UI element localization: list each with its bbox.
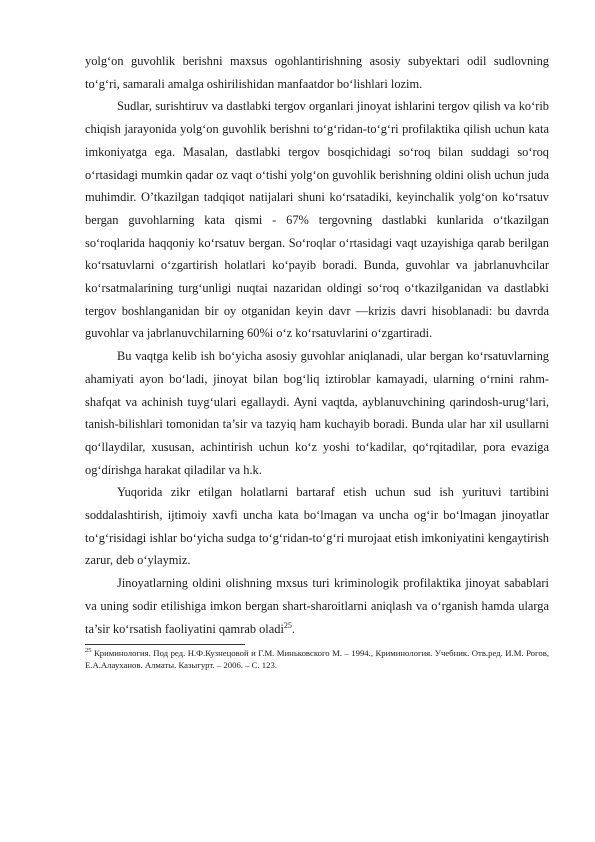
paragraph-continuation: yolg‘on guvohlik berishni maxsus ogohlantirishning asosiy subyektari odil sudlovning to‘g‘ri, samarali amalga oshirilishidan manfaatdor bo‘lishlari lozim. [85,54,549,91]
footnote-text: Криминология. Под ред. Н.Ф.Кузнецовой и Г.М. Миньковского М. – 1994., Криминология. Учебник. Отв.ред. И.М. Рогов, Е.А.Алауханов. Алматы. Казыгурт. – 2006. – С. 123. [85,648,549,670]
paragraph-yuqorida: Yuqorida zikr etilgan holatlarni bartaraf etish uchun sud ish yurituvi tartibini soddalashtirish, ijtimoiy xavfi uncha kata bo‘lmagan va uncha og‘ir bo‘lmagan jinoyatlar to‘g‘risidagi ishlar bo‘yicha sudga to‘g‘ridan-to‘g‘ri murojaat etish imkoniyatini kengaytirish zarur, deb o‘ylaymiz. [85,485,549,568]
footnote [85,648,549,671]
paragraph-jinoyatlarning [85,572,549,640]
footnote-number: 25 [85,647,92,655]
paragraph-bu-vaqtga: Bu vaqtga kelib ish bo‘yicha asosiy guvohlar aniqlanadi, ular bergan ko‘rsatuvlarning ahamiyati ayon bo‘ladi, jinoyat bilan bog‘liq iztiroblar kamayadi, ularning o‘rnini rahm-shafqat va achinish tuyg‘ulari egallaydi. Ayni vaqtda, ayblanuvchining qarindosh-urug‘lari, tanish-bilishlari tomonidan ta’sir va tazyiq ham kuchayib boradi. Bunda ular har xil usullarni qo‘llaydilar, xususan, achintirish uchun ko‘z yoshi to‘kadilar, qo‘rqitadilar, pora evaziga og‘dirishga harakat qiladilar va h.k. [85,349,549,477]
paragraph-end-mark: . [291,621,295,636]
paragraph-sudlar: Sudlar, surishtiruv va dastlabki tergov organlari jinoyat ishlarini tergov qilish va ko‘rib chiqish jarayonida yolg‘on guvohlik berishni to‘g‘ridan-to‘g‘ri profilaktika qilish uchun kata imkoniyatga ega. Masalan, dastlabki tergov bosqichidagi so‘roq bilan suddagi so‘roq o‘rtasidagi mumkin qadar oz vaqt o‘tishi yolg‘on guvohlik berishning oldini olish uchun juda muhimdir. O’tkazilgan tadqiqot natijalari shuni ko‘rsatadiki, keyinchalik yolg‘on ko‘rsatuv bergan guvohlarning kata qismi - 67% tergovning dastlabki kunlarida o‘tkazilgan so‘roqlarida haqqoniy ko‘rsatuv bergan. So‘roqlar o‘rtasidagi vaqt uzayishiga qarab berilgan ko‘rsatuvlarni o‘zgartirish holatlari ko‘payib boradi. Bunda, guvohlar va jabrlanuvhcilar ko‘rsatmalarining turg‘unligi nuqtai nazaridan oldingi so‘roq o‘tkazilganidan va dastlabki tergov boshlanganidan bir oy otganidan keyin davr —krizis davri hisoblanadi: bu davrda guvohlar va jabrlanuvchilarning 60%i o‘z ko‘rsatuvlarini o‘zgartiradi. [85,99,549,341]
footnote-separator [85,644,245,645]
footnote-reference[interactable]: 25 [283,620,292,630]
paragraph-jinoyatlarning-text: Jinoyatlarning oldini olishning mxsus turi kriminologik profilaktika jinoyat sabablari va uning sodir etilishiga imkon bergan shart-sharoitlarni aniqlash va o‘rganish hamda ularga ta’sir ko‘rsatish faoliyatini qamrab oladi [85,576,549,636]
document-page [85,50,549,671]
